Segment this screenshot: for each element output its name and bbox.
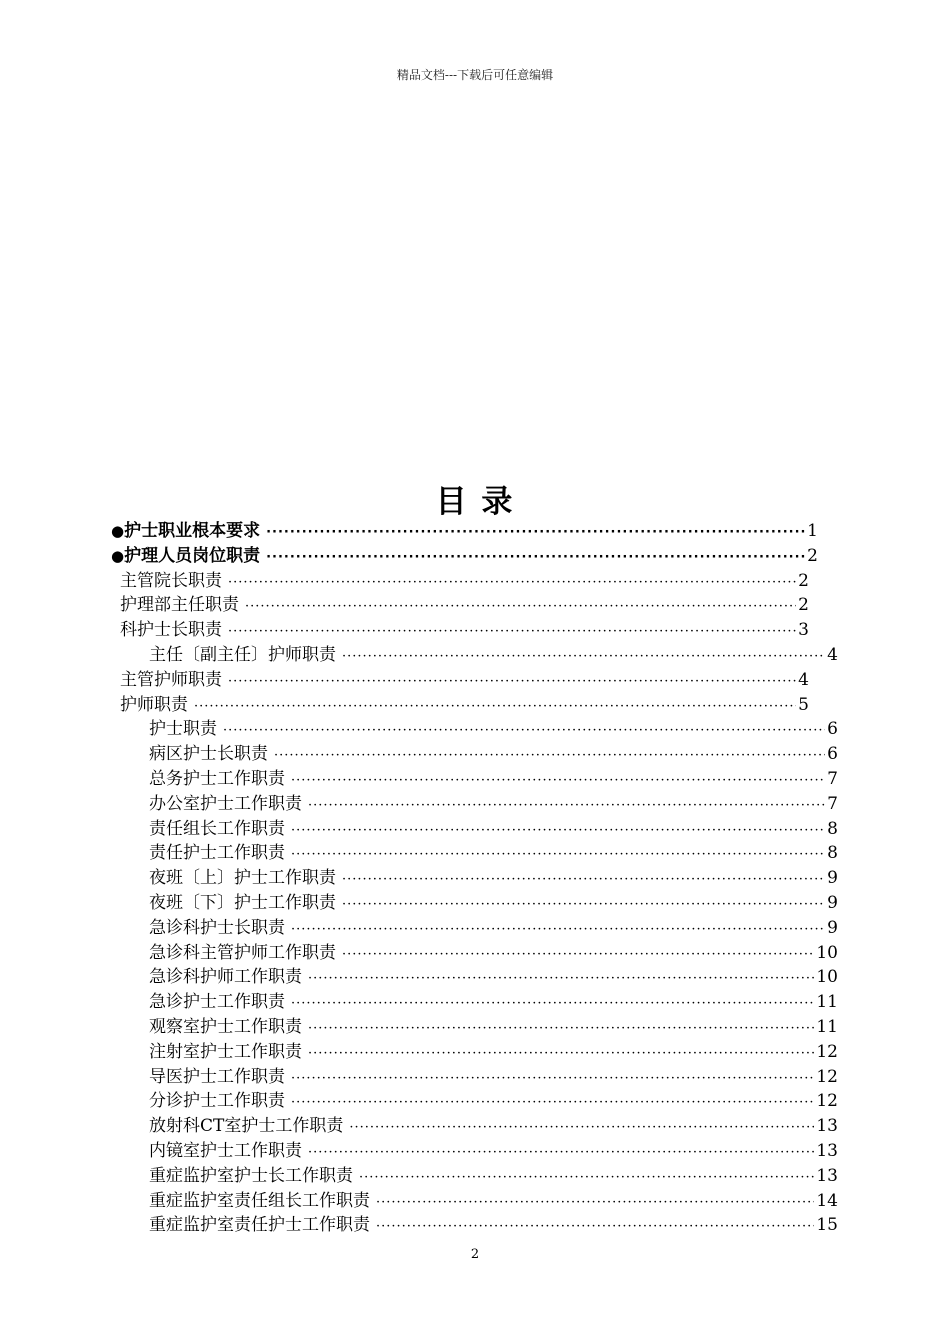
dot-leader [342,942,814,967]
toc-entry[interactable] [149,792,838,817]
dot-leader [291,818,825,843]
toc-entry-page: 10 [816,942,838,963]
toc-entry[interactable] [149,866,838,891]
toc-entry-label: 注射室护士工作职责 [149,1041,302,1062]
toc-entry-label: 责任组长工作职责 [149,818,285,839]
toc-entry-label: 护理部主任职责 [120,595,239,616]
toc-entry-label: 急诊科护师工作职责 [149,967,302,988]
toc-entry[interactable] [120,593,809,618]
toc-entry[interactable] [149,742,838,767]
toc-entry-label: 内镜室护士工作职责 [149,1141,302,1161]
dot-leader [291,768,825,793]
toc-entry-page: 15 [816,1215,838,1236]
toc-entry-page: 13 [816,1165,838,1186]
dot-leader [291,1066,814,1091]
dot-leader [194,694,796,719]
toc-entry[interactable] [149,941,838,966]
dot-leader [349,1115,814,1140]
toc-entry-label: 分诊护士工作职责 [149,1091,285,1112]
dot-leader [376,1190,814,1215]
toc-entry-label: 急诊科护士长职责 [149,917,285,938]
dot-leader [308,1140,814,1165]
toc-entry-label: 总务护士工作职责 [149,769,285,789]
toc-entry-label: 急诊护士工作职责 [149,992,285,1013]
toc-entry-page: 8 [827,843,838,864]
toc-entry-page: 12 [816,1066,838,1087]
dot-leader [308,1016,814,1041]
toc-entry[interactable] [120,668,809,693]
toc-entry[interactable] [149,1015,838,1040]
dot-leader [266,545,805,570]
page-number: 2 [470,1247,480,1262]
toc-entry[interactable] [149,1065,838,1090]
toc-entry-page: 7 [827,769,838,789]
toc-entry-label: 护士职责 [149,719,217,740]
toc-entry[interactable] [149,841,838,866]
toc-entry-page: 11 [816,992,838,1013]
toc-entry[interactable] [120,693,809,718]
toc-entry[interactable] [149,916,838,941]
toc-entry-label: 主任〔副主任〕护师职责 [149,645,336,665]
toc-entry-page: 9 [827,893,838,913]
dot-leader [291,842,825,867]
toc-entry-label: 主管院长职责 [120,570,222,591]
toc-entry-page: 11 [816,1017,838,1037]
dot-leader [342,867,825,892]
dot-leader [308,966,814,991]
toc-entry-page: 2 [807,545,818,566]
dot-leader [274,743,825,768]
toc-entry-label: 护士职业根本要求 [124,521,261,541]
toc-entry[interactable] [149,990,838,1015]
toc-entry-label: 主管护师职责 [120,669,222,690]
toc-entry-label: 夜班〔上〕护士工作职责 [149,868,336,889]
dot-leader [291,917,825,942]
toc-entry-page: 10 [816,967,838,988]
toc-entry[interactable] [149,1139,838,1164]
toc-entry[interactable] [111,544,818,569]
toc-entry-page: 14 [816,1190,838,1211]
toc-entry-page: 9 [827,917,838,938]
toc-entry-label: 办公室护士工作职责 [149,793,302,814]
toc-entry[interactable] [149,1189,838,1214]
toc-entry-label: 急诊科主管护师工作职责 [149,942,336,963]
header-note: 精品文档---下载后可任意编辑 [396,68,554,82]
toc-entry-label: 护师职责 [120,694,188,715]
toc-entry-page: 13 [816,1116,838,1137]
toc-entry[interactable] [149,1164,838,1189]
toc-entry-page: 12 [816,1041,838,1062]
toc-entry-page: 9 [827,868,838,889]
toc-entry-page: 4 [827,645,838,665]
toc-entry-label: 责任护士工作职责 [149,843,285,864]
toc-entry[interactable] [149,965,838,990]
toc-entry[interactable] [149,1040,838,1065]
toc-entry-label: 重症监护室责任护士工作职责 [149,1215,370,1236]
toc-entry[interactable] [120,569,809,594]
toc-entry-label: 导医护士工作职责 [149,1066,285,1087]
toc-entry-page: 8 [827,818,838,839]
dot-leader [376,1214,814,1239]
toc-entry-label: 科护士长职责 [120,620,222,641]
toc-entry[interactable] [149,817,838,842]
toc-entry[interactable] [149,643,838,668]
dot-leader [266,520,805,545]
dot-leader [228,619,796,644]
bullet-icon: ● [111,546,125,565]
toc-entry[interactable] [149,891,838,916]
toc-entry[interactable] [120,618,809,643]
toc-title: 目 录 [435,484,515,520]
dot-leader [223,718,825,743]
toc-entry-page: 3 [798,620,809,641]
toc-entry[interactable] [111,519,818,544]
toc-entry-label: 重症监护室护士长工作职责 [149,1165,353,1186]
toc-entry[interactable] [149,1213,838,1238]
toc-entry-page: 2 [798,595,809,616]
toc-entry-label: 重症监护室责任组长工作职责 [149,1190,370,1211]
toc-entry[interactable] [149,767,838,792]
toc-entry-page: 6 [827,744,838,765]
toc-entry[interactable] [149,1089,838,1114]
bullet-icon: ● [111,522,125,540]
dot-leader [291,1090,814,1115]
dot-leader [291,991,814,1016]
toc-entry-label: 观察室护士工作职责 [149,1017,302,1037]
toc-entry[interactable] [149,717,838,742]
dot-leader [228,570,796,595]
toc-entry-page: 5 [798,694,809,715]
toc-entry-label: 放射科CT室护士工作职责 [149,1116,344,1137]
dot-leader [359,1165,814,1190]
dot-leader [308,793,825,818]
toc-entry-label: 护理人员岗位职责 [124,545,261,566]
dot-leader [342,892,825,917]
toc-entry-page: 13 [816,1141,838,1161]
dot-leader [228,669,796,694]
toc-entry-page: 2 [798,570,809,591]
toc-entry-page: 12 [816,1091,838,1112]
toc-entry-page: 7 [827,793,838,814]
toc-entry-page: 1 [807,521,818,541]
toc-entry-label: 夜班〔下〕护士工作职责 [149,893,336,913]
dot-leader [308,1041,814,1066]
dot-leader [342,644,825,669]
toc-entry-page: 6 [827,719,838,740]
toc-entry-page: 4 [798,669,809,690]
toc-entry-label: 病区护士长职责 [149,744,268,765]
toc-entry[interactable] [149,1114,838,1139]
dot-leader [245,594,796,619]
